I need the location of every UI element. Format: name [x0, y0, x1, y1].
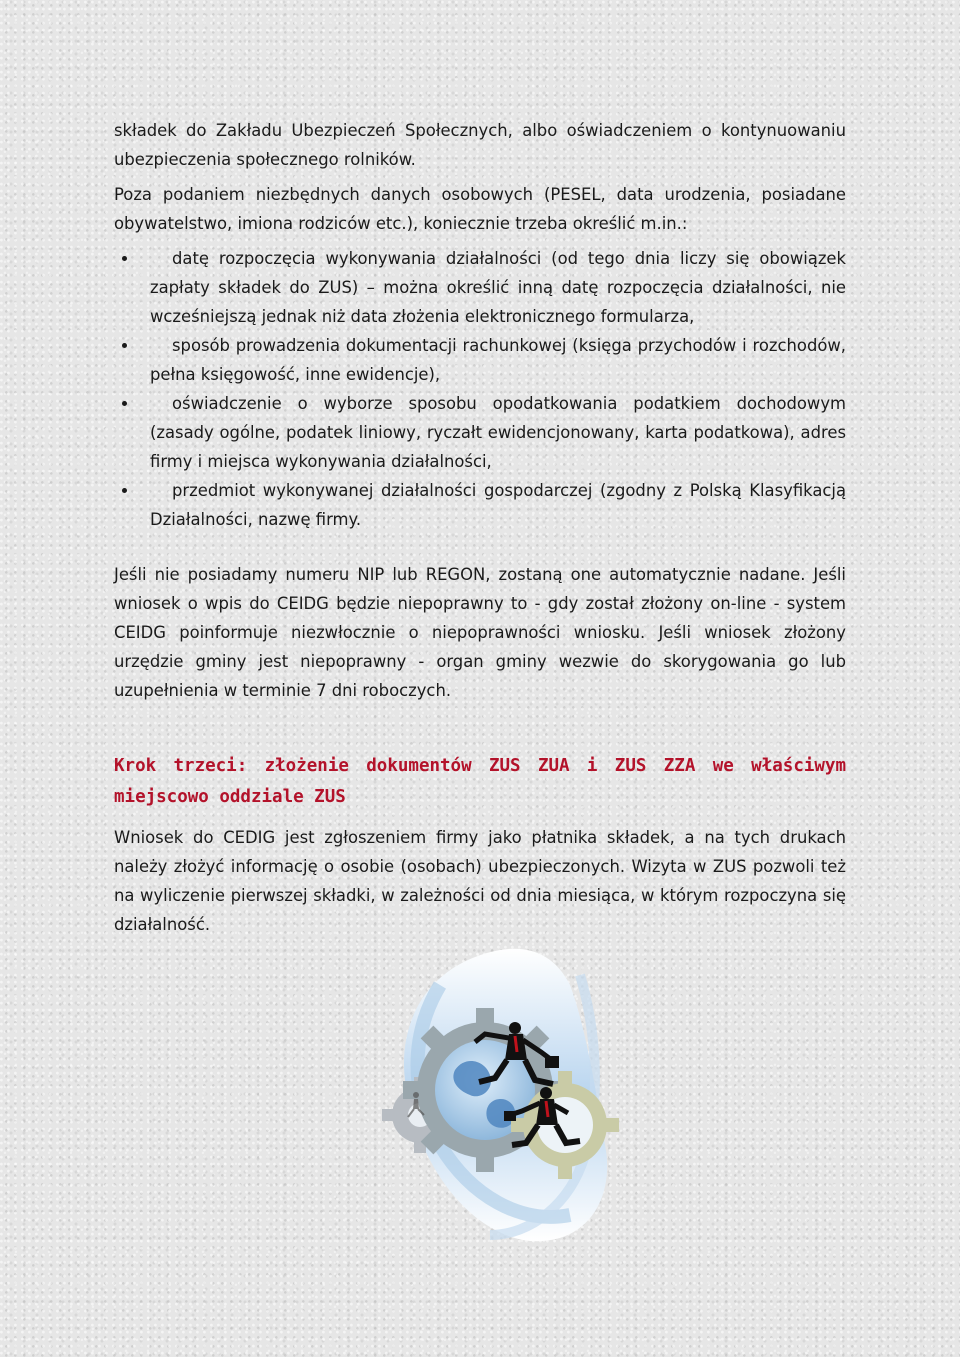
bullet-icon	[122, 256, 127, 261]
paragraph-personal-data: Poza podaniem niezbędnych danych osobowych (PESEL, data urodzenia, posiadane obywatelstwo, imiona rodziców etc.), koniecznie trzeba określić m.in.:	[114, 185, 846, 233]
paragraph-zus: Wniosek do CEDIG jest zgłoszeniem firmy jako płatnika składek, a na tych drukach należy złożyć informację o osobie (osobach) ubezpieczonych. Wizyta w ZUS pozwoli też na wyliczenie pierwszej składki, w zależności od dnia miesiąca, w którym rozpoczyna się działalność.	[114, 828, 846, 934]
list-item: sposób prowadzenia dokumentacji rachunkowej (księga przychodów i rozchodów, pełna księgowość, inne ewidencje),	[114, 331, 846, 389]
list-item: oświadczenie o wyborze sposobu opodatkowania podatkiem dochodowym (zasady ogólne, podatek liniowy, ryczałt ewidencjonowany, karta podatkowa), adres firmy i miejsca wykonywania działalności,	[114, 389, 846, 476]
bullet-icon	[122, 488, 127, 493]
section-heading: Krok trzeci: złożenie dokumentów ZUS ZUA i ZUS ZZA we właściwym miejscowo oddziale ZUS	[114, 756, 846, 807]
paragraph-intro: składek do Zakładu Ubezpieczeń Społecznych, albo oświadczeniem o kontynuowaniu ubezpieczenia społecznego rolników.	[114, 121, 846, 169]
businessmen-running-on-gears-clipart-icon	[380, 945, 620, 1245]
list-item: datę rozpoczęcia wykonywania działalności (od tego dnia liczy się obowiązek zapłaty składek do ZUS) – można określić inną datę rozpoczęcia działalności, nie wcześniejszą jednak niż data złożenia elektronicznego formularza,	[114, 244, 846, 331]
list-item: przedmiot wykonywanej działalności gospodarczej (zgodny z Polską Klasyfikacją Działalności, nazwę firmy.	[114, 476, 846, 534]
requirements-list	[114, 244, 846, 534]
paragraph-nip-regon: Jeśli nie posiadamy numeru NIP lub REGON, zostaną one automatycznie nadane. Jeśli wniosek o wpis do CEIDG będzie niepoprawny to - gdy został złożony on-line - system CEIDG poinformuje niezwłocznie o niepoprawności wniosku. Jeśli wniosek złożony urzędzie gminy jest niepoprawny - organ gminy wezwie do skorygowania go lub uzupełnienia w terminie 7 dni roboczych.	[114, 565, 846, 700]
bullet-icon	[122, 343, 127, 348]
document-page	[114, 116, 846, 939]
bullet-icon	[122, 401, 127, 406]
